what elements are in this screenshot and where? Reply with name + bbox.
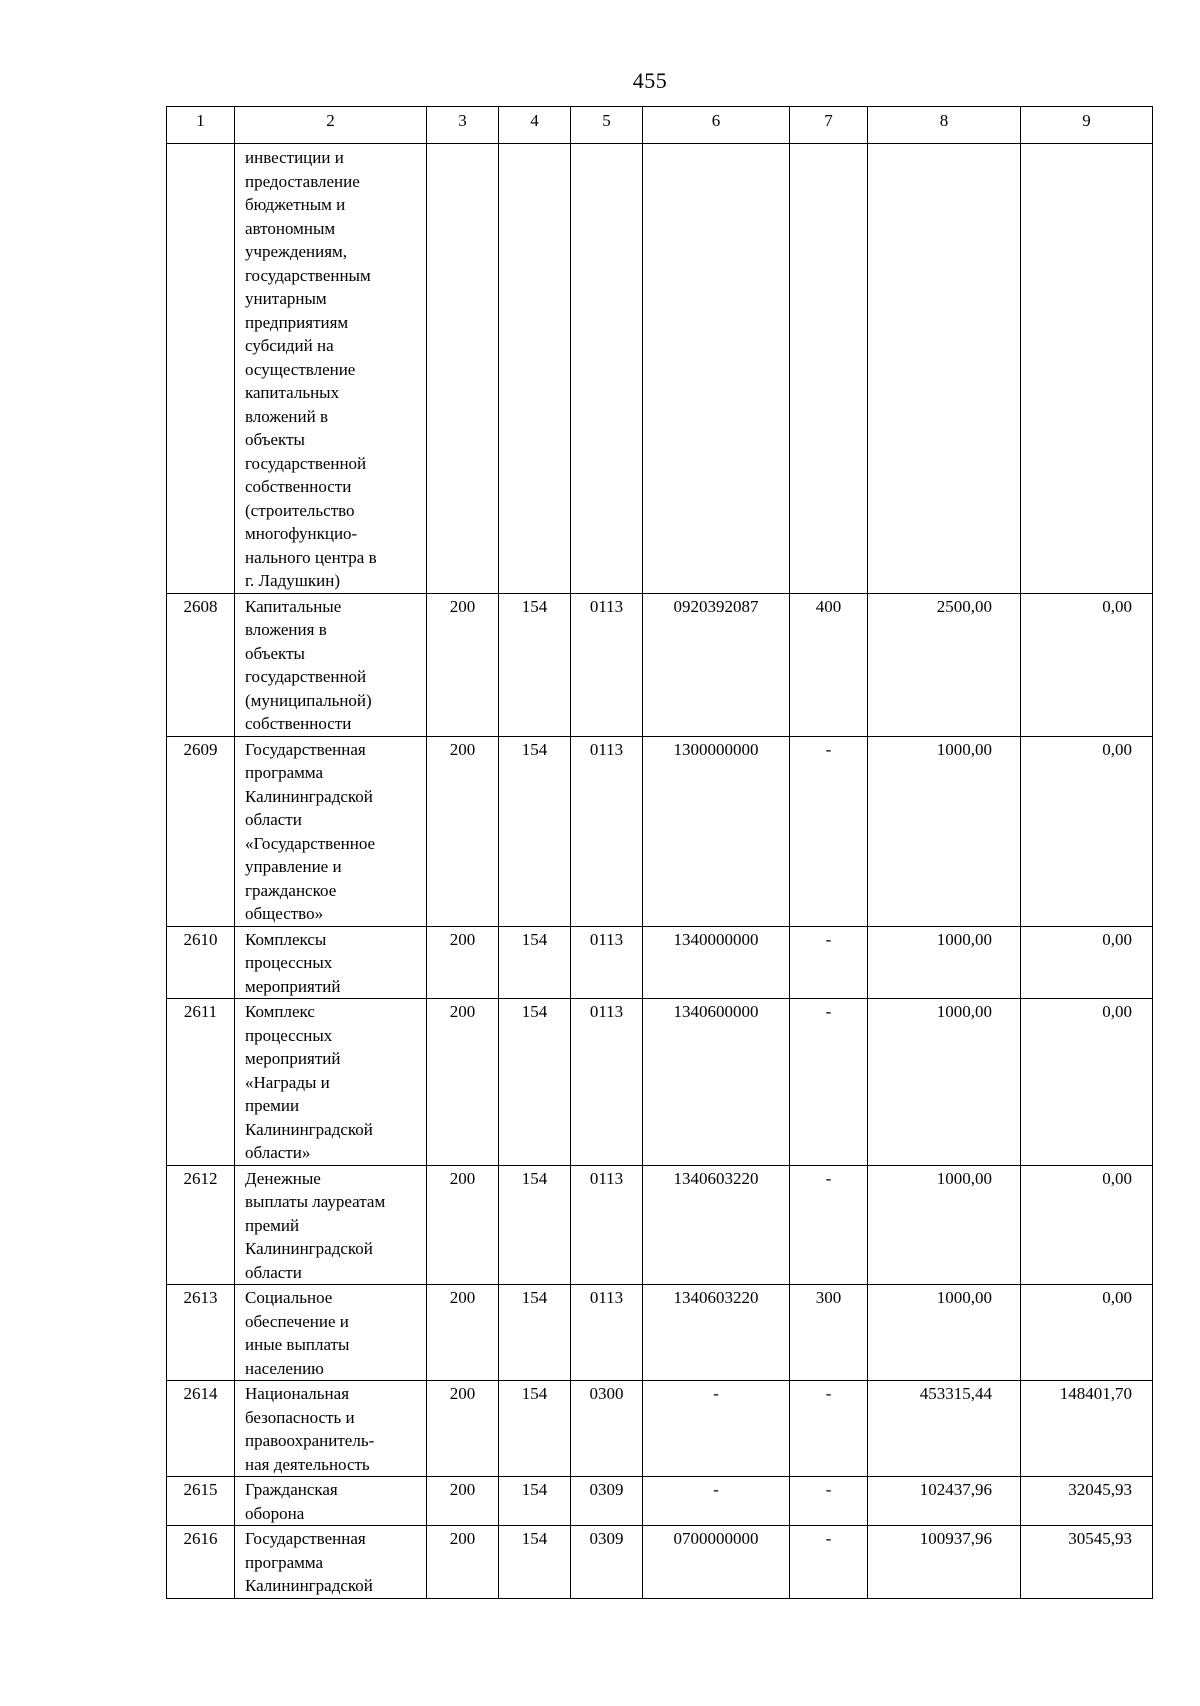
row-name-line: премии	[245, 1096, 300, 1115]
column-header-8: 8	[868, 107, 1021, 144]
expense-type-cell: -	[790, 1526, 868, 1599]
admin-code-cell: 200	[427, 1381, 499, 1477]
column-header-5: 5	[571, 107, 643, 144]
row-name-line: Гражданская	[245, 1480, 338, 1499]
row-name-line: объекты	[245, 643, 305, 663]
table-body	[167, 144, 1153, 1599]
row-name-line: собственности	[245, 714, 352, 733]
table-row	[167, 1526, 1153, 1599]
row-name-line: Комплексы	[245, 929, 327, 949]
table-row	[167, 736, 1153, 926]
admin-code-cell: 200	[427, 1285, 499, 1381]
row-number-cell: 2612	[167, 1165, 235, 1285]
row-name-line: государственной	[245, 453, 367, 473]
row-name-line: г. Ладушкин)	[245, 571, 340, 590]
expense-type-cell: -	[790, 1165, 868, 1285]
row-name-line: осуществление	[245, 359, 356, 379]
row-name-line: бюджетным и	[245, 195, 346, 214]
admin-code-cell: 200	[427, 593, 499, 736]
amount-col8-cell: 102437,96	[868, 1477, 1021, 1526]
row-name-line: области	[245, 810, 302, 829]
row-name-line: предприятиям	[245, 312, 349, 332]
row-number-cell: 2613	[167, 1285, 235, 1381]
amount-col9-cell: 148401,70	[1021, 1381, 1153, 1477]
row-name-line: многофункцио-	[245, 524, 358, 543]
admin-code-cell: 200	[427, 1526, 499, 1599]
column-header-4: 4	[499, 107, 571, 144]
row-number-cell: 2615	[167, 1477, 235, 1526]
row-name-line: ная деятельность	[245, 1454, 370, 1474]
table-row	[167, 144, 1153, 594]
amount-col8-cell: 1000,00	[868, 1165, 1021, 1285]
amount-col9-cell: 0,00	[1021, 926, 1153, 999]
row-name-line: процессных	[245, 953, 333, 972]
row-name-cell	[235, 1285, 427, 1381]
section-code-cell: 0309	[571, 1526, 643, 1599]
department-code-cell: 154	[499, 736, 571, 926]
amount-col8-cell: 1000,00	[868, 736, 1021, 926]
row-name-line: Государственная	[245, 739, 366, 759]
amount-col9-cell: 0,00	[1021, 999, 1153, 1166]
row-number-cell: 2614	[167, 1381, 235, 1477]
row-name-line: Калининградской	[245, 1239, 373, 1258]
admin-code-cell: 200	[427, 999, 499, 1166]
row-name-cell	[235, 1381, 427, 1477]
row-name-line: Капитальные	[245, 596, 342, 616]
column-header-2: 2	[235, 107, 427, 144]
department-code-cell: 154	[499, 593, 571, 736]
expense-type-cell: -	[790, 926, 868, 999]
department-code-cell: 154	[499, 1477, 571, 1526]
row-name-line: (строительство	[245, 500, 355, 520]
table-row	[167, 1381, 1153, 1477]
department-code-cell: 154	[499, 1165, 571, 1285]
row-name-line: области	[245, 1262, 302, 1282]
amount-col9-cell	[1021, 144, 1153, 594]
row-name-line: капитальных	[245, 383, 340, 402]
row-name-line: Денежные	[245, 1168, 321, 1188]
row-name-cell	[235, 736, 427, 926]
target-article-cell: -	[643, 1381, 790, 1477]
amount-col8-cell	[868, 144, 1021, 594]
row-name-line: объекты	[245, 430, 305, 449]
target-article-cell: 0920392087	[643, 593, 790, 736]
row-name-line: автономным	[245, 218, 336, 238]
amount-col9-cell: 30545,93	[1021, 1526, 1153, 1599]
target-article-cell	[643, 144, 790, 594]
department-code-cell: 154	[499, 926, 571, 999]
row-name-line: государственной	[245, 667, 367, 686]
row-name-line: гражданское	[245, 880, 337, 900]
row-name-line: выплаты лауреатам	[245, 1192, 386, 1211]
amount-col9-cell: 0,00	[1021, 593, 1153, 736]
target-article-cell: 1300000000	[643, 736, 790, 926]
row-number-cell: 2608	[167, 593, 235, 736]
department-code-cell: 154	[499, 1526, 571, 1599]
column-header-1: 1	[167, 107, 235, 144]
budget-table	[166, 106, 1153, 1599]
amount-col9-cell: 32045,93	[1021, 1477, 1153, 1526]
column-header-9: 9	[1021, 107, 1153, 144]
target-article-cell: 1340603220	[643, 1285, 790, 1381]
section-code-cell: 0113	[571, 1285, 643, 1381]
row-name-line: безопасность и	[245, 1407, 355, 1427]
row-name-cell	[235, 1477, 427, 1526]
row-name-line: субсидий на	[245, 336, 334, 355]
expense-type-cell	[790, 144, 868, 594]
row-name-line: Калининградской	[245, 786, 373, 806]
amount-col8-cell: 1000,00	[868, 926, 1021, 999]
row-name-line: нального центра в	[245, 547, 377, 567]
row-name-line: государственным	[245, 265, 371, 285]
section-code-cell	[571, 144, 643, 594]
section-code-cell: 0113	[571, 593, 643, 736]
department-code-cell	[499, 144, 571, 594]
row-name-cell	[235, 144, 427, 594]
table-row	[167, 1285, 1153, 1381]
row-name-line: области»	[245, 1143, 311, 1162]
row-number-cell: 2611	[167, 999, 235, 1166]
row-name-line: инвестиции и	[245, 148, 344, 167]
row-name-line: мероприятий	[245, 976, 341, 996]
target-article-cell: -	[643, 1477, 790, 1526]
row-name-line: собственности	[245, 477, 352, 496]
row-name-cell	[235, 999, 427, 1166]
row-name-line: учреждениям,	[245, 242, 348, 261]
amount-col8-cell: 1000,00	[868, 999, 1021, 1166]
section-code-cell: 0113	[571, 999, 643, 1166]
row-name-line: управление и	[245, 857, 342, 876]
expense-type-cell: -	[790, 1477, 868, 1526]
row-number-cell	[167, 144, 235, 594]
amount-col8-cell: 453315,44	[868, 1381, 1021, 1477]
table-row	[167, 593, 1153, 736]
admin-code-cell: 200	[427, 736, 499, 926]
section-code-cell: 0309	[571, 1477, 643, 1526]
row-name-line: (муниципальной)	[245, 690, 372, 710]
admin-code-cell: 200	[427, 1477, 499, 1526]
expense-type-cell: 300	[790, 1285, 868, 1381]
row-number-cell: 2610	[167, 926, 235, 999]
row-name-line: унитарным	[245, 289, 327, 308]
target-article-cell: 1340603220	[643, 1165, 790, 1285]
table-row	[167, 1477, 1153, 1526]
department-code-cell: 154	[499, 1381, 571, 1477]
row-name-line: иные выплаты	[245, 1335, 350, 1354]
row-name-line: населению	[245, 1358, 324, 1378]
amount-col9-cell: 0,00	[1021, 1165, 1153, 1285]
row-name-cell	[235, 1165, 427, 1285]
target-article-cell: 1340000000	[643, 926, 790, 999]
row-name-line: Национальная	[245, 1384, 350, 1403]
expense-type-cell: -	[790, 999, 868, 1166]
row-name-line: программа	[245, 1552, 324, 1572]
column-header-3: 3	[427, 107, 499, 144]
row-name-line: Социальное	[245, 1288, 333, 1307]
row-name-line: Государственная	[245, 1529, 366, 1548]
page-number: 455	[632, 68, 668, 93]
amount-col9-cell: 0,00	[1021, 736, 1153, 926]
row-name-cell	[235, 1526, 427, 1599]
amount-col8-cell: 1000,00	[868, 1285, 1021, 1381]
section-code-cell: 0300	[571, 1381, 643, 1477]
admin-code-cell: 200	[427, 926, 499, 999]
expense-type-cell: -	[790, 1381, 868, 1477]
column-header-6: 6	[643, 107, 790, 144]
row-number-cell: 2609	[167, 736, 235, 926]
row-name-line: обеспечение и	[245, 1311, 349, 1331]
target-article-cell: 0700000000	[643, 1526, 790, 1599]
table-row	[167, 926, 1153, 999]
section-code-cell: 0113	[571, 1165, 643, 1285]
amount-col8-cell: 2500,00	[868, 593, 1021, 736]
row-name-line: премий	[245, 1215, 300, 1235]
row-name-line: оборона	[245, 1503, 305, 1523]
row-name-line: процессных	[245, 1025, 333, 1045]
row-name-line: мероприятий	[245, 1049, 341, 1068]
amount-col9-cell: 0,00	[1021, 1285, 1153, 1381]
row-name-line: правоохранитель-	[245, 1431, 375, 1450]
expense-type-cell: 400	[790, 593, 868, 736]
admin-code-cell	[427, 144, 499, 594]
column-header-7: 7	[790, 107, 868, 144]
row-name-line: общество»	[245, 904, 324, 923]
section-code-cell: 0113	[571, 926, 643, 999]
row-name-line: «Государственное	[245, 833, 376, 853]
department-code-cell: 154	[499, 1285, 571, 1381]
row-name-line: Калининградской	[245, 1119, 373, 1139]
row-name-line: Комплекс	[245, 1002, 315, 1021]
section-code-cell: 0113	[571, 736, 643, 926]
row-name-cell	[235, 926, 427, 999]
header-row	[167, 107, 1153, 144]
row-name-line: вложений в	[245, 406, 328, 426]
row-name-line: Калининградской	[245, 1576, 373, 1595]
row-name-line: «Награды и	[245, 1072, 330, 1092]
expense-type-cell: -	[790, 736, 868, 926]
row-number-cell: 2616	[167, 1526, 235, 1599]
row-name-line: предоставление	[245, 171, 360, 191]
amount-col8-cell: 100937,96	[868, 1526, 1021, 1599]
department-code-cell: 154	[499, 999, 571, 1166]
row-name-line: вложения в	[245, 620, 327, 639]
target-article-cell: 1340600000	[643, 999, 790, 1166]
table-row	[167, 999, 1153, 1166]
table-row	[167, 1165, 1153, 1285]
row-name-cell	[235, 593, 427, 736]
row-name-line: программа	[245, 763, 324, 782]
admin-code-cell: 200	[427, 1165, 499, 1285]
